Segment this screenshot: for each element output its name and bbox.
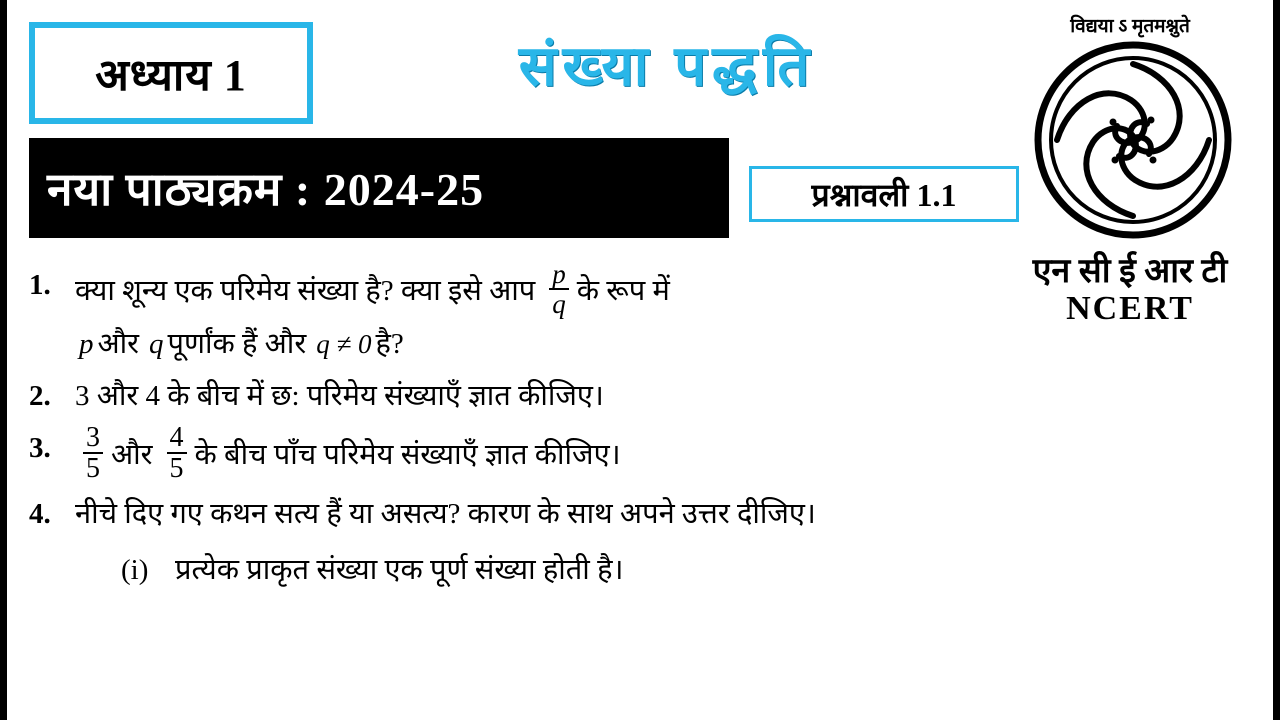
fraction-numerator: p [552, 259, 566, 289]
question-number: 4. [29, 498, 51, 531]
question-item-3 [21, 421, 1271, 486]
question-text-tail: के बीच पाँच परिमेय संख्याएँ ज्ञात कीजिए। [194, 439, 621, 472]
fraction-numerator: 3 [86, 421, 100, 453]
subitem-number: (i) [121, 554, 149, 587]
question-item-2 [21, 373, 1271, 419]
subitem-text: प्रत्येक प्राकृत संख्या एक पूर्ण संख्या होती है। [175, 554, 624, 587]
question-number: 2. [29, 379, 51, 412]
question-text-and: और [111, 439, 153, 472]
question-line-2 [75, 321, 1271, 367]
syllabus-banner [29, 138, 729, 238]
chapter-badge [29, 22, 313, 124]
fraction-three-fifths [83, 423, 103, 484]
fraction-four-fifths [167, 423, 187, 484]
question-text: नीचे दिए गए कथन सत्य हैं या असत्य? कारण के साथ अपने उत्तर दीजिए। [75, 498, 816, 531]
question-subitem-i [75, 547, 1271, 593]
question-list [21, 259, 1271, 599]
fraction-denominator: 5 [167, 452, 187, 483]
logo-english-name: NCERT [1066, 290, 1194, 327]
question-body [75, 259, 1271, 367]
question-text: 3 और 4 के बीच में छ: परिमेय संख्याएँ ज्ञात कीजिए। [75, 379, 604, 412]
question-item-4 [21, 491, 1271, 593]
question-text: क्या शून्य एक परिमेय संख्या है? क्या इसे आप [75, 275, 536, 308]
syllabus-label: नया पाठ्यक्रम : 2024-25 [47, 164, 485, 215]
fraction-numerator: 4 [169, 421, 184, 453]
question-number: 3. [29, 431, 51, 464]
question-line [75, 491, 1271, 537]
question-body [75, 373, 1271, 419]
page-title: संख्या पद्धति [518, 36, 816, 98]
logo-hindi-name: एन सी ई आर टी [1032, 253, 1228, 290]
question-line [75, 421, 1271, 486]
fraction-p-over-q [549, 260, 569, 319]
math-variable-q: q [149, 327, 164, 360]
question-number: 1. [29, 269, 51, 301]
question-body [75, 421, 1271, 486]
exercise-badge [749, 166, 1019, 222]
question-text-tail: के रूप में [576, 275, 670, 308]
fraction-denominator: q [549, 288, 569, 318]
chapter-label: अध्याय 1 [95, 51, 247, 100]
question-item-1 [21, 259, 1271, 367]
logo-motto: विद्यया ऽ मृतमश्नुते [1070, 16, 1190, 37]
question-text-and: और [97, 327, 140, 360]
question-text-integers: पूर्णांक हैं और [167, 327, 307, 360]
question-body [75, 491, 1271, 593]
question-text-end: है? [375, 327, 404, 360]
ncert-emblem-icon [1033, 40, 1233, 240]
fraction-denominator: 5 [83, 452, 103, 483]
math-expression-q-not-zero: q ≠ 0 [316, 328, 372, 359]
math-variable-p: p [79, 327, 94, 360]
exercise-label: प्रश्नावली 1.1 [811, 176, 957, 213]
question-line [75, 373, 1271, 419]
question-line [75, 259, 1271, 321]
